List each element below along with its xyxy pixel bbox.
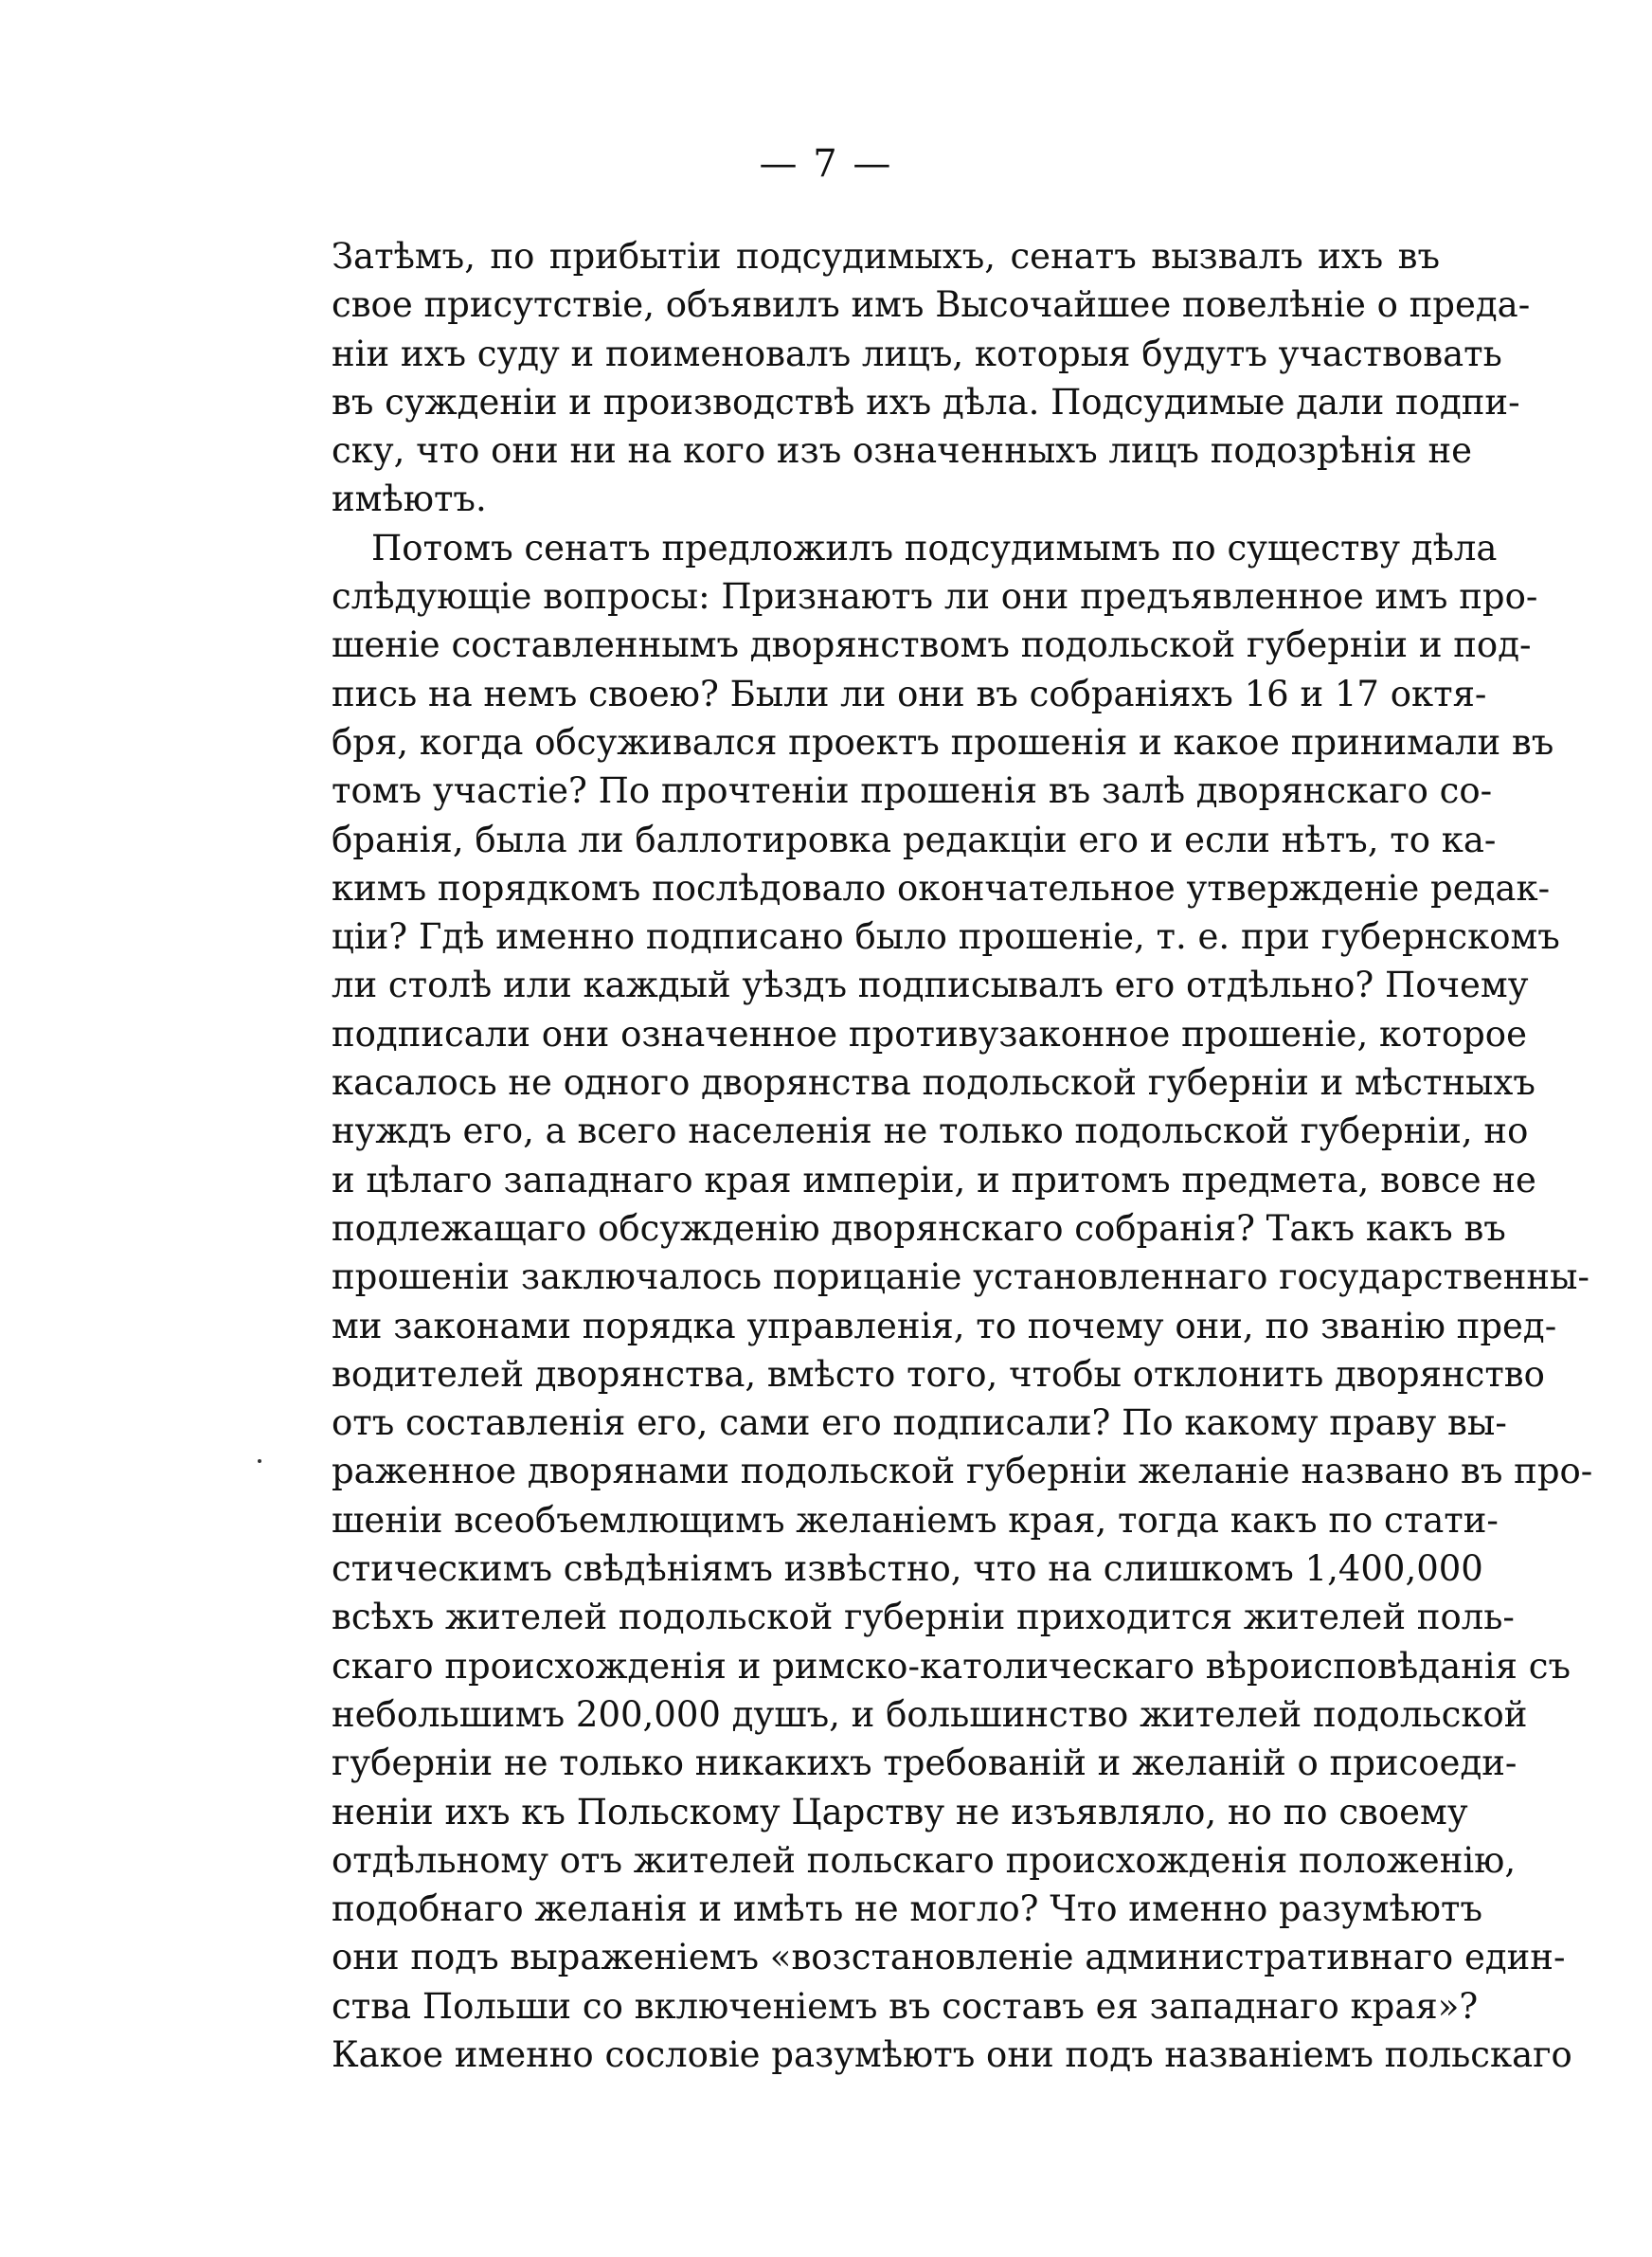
text-line: кимъ порядкомъ послѣдовало окончательное утвержденіе редак- [332, 867, 1551, 909]
text-line: они подъ выраженіемъ «возстановленіе административнаго един- [332, 1937, 1566, 1978]
text-line: Затѣмъ, по прибытіи подсудимыхъ, сенатъ вызвалъ ихъ въ [332, 236, 1440, 277]
text-line: слѣдующіе вопросы: Признаютъ ли они предъявленное имъ про- [332, 576, 1538, 618]
text-line: скаго происхожденія и римско-католическаго вѣроисповѣданія съ [332, 1645, 1571, 1687]
text-line: подобнаго желанія и имѣть не могло? Что именно разумѣютъ [332, 1888, 1483, 1930]
text-line: раженное дворянами подольской губерніи желаніе названо въ про- [332, 1451, 1593, 1492]
text-line: томъ участіе? По прочтеніи прошенія въ залѣ дворянскаго со- [332, 770, 1493, 812]
text-line: отъ составленія его, сами его подписали? По какому праву вы- [332, 1402, 1507, 1444]
text-line: ніи ихъ суду и поименовалъ лицъ, которыя будутъ участвовать [332, 333, 1502, 374]
text-line: пись на немъ своею? Были ли они въ собраніяхъ 16 и 17 октя- [332, 673, 1487, 714]
text-line: ли столѣ или каждый уѣздъ подписывалъ его отдѣльно? Почему [332, 965, 1529, 1006]
text-line: имѣютъ. [332, 478, 487, 520]
text-line: Какое именно сословіе разумѣютъ они подъ названіемъ польскаго [332, 2033, 1572, 2075]
text-line: прошеніи заключалось порицаніе установленнаго государственны- [332, 1256, 1589, 1298]
body-text [332, 232, 1593, 2184]
text-line: всѣхъ жителей подольской губерніи приходится жителей поль- [332, 1597, 1515, 1638]
text-line: подписали они означенное противузаконное прошеніе, которое [332, 1013, 1527, 1055]
text-line: отдѣльному отъ жителей польскаго происхожденія положенію, [332, 1839, 1517, 1881]
text-line: касалось не одного дворянства подольской губерніи и мѣстныхъ [332, 1062, 1535, 1104]
text-line: ціи? Гдѣ именно подписано было прошеніе, т. е. при губернскомъ [332, 916, 1560, 958]
text-line: шеніи всеобъемлющимъ желаніемъ края, тогда какъ по стати- [332, 1499, 1499, 1541]
text-line: свое присутствіе, объявилъ имъ Высочайшее повелѣніе о преда- [332, 284, 1531, 326]
text-line: ства Польши со включеніемъ въ составъ ея западнаго края»? [332, 1985, 1479, 2027]
margin-mark [258, 1459, 261, 1463]
text-line: бранія, была ли баллотировка редакціи его и если нѣтъ, то ка- [332, 819, 1497, 860]
text-line: Потомъ сенатъ предложилъ подсудимымъ по существу дѣла [371, 527, 1498, 569]
text-line: небольшимъ 200,000 душъ, и большинство жителей подольской [332, 1693, 1528, 1735]
text-line: и цѣлаго западнаго края имперіи, и притомъ предмета, вовсе не [332, 1159, 1536, 1201]
text-line: ску, что они ни на кого изъ означенныхъ лицъ подозрѣнія не [332, 430, 1473, 472]
text-line: водителей дворянства, вмѣсто того, чтобы отклонить дворянство [332, 1353, 1545, 1395]
text-line: шеніе составленнымъ дворянствомъ подольской губерніи и под- [332, 624, 1532, 666]
text-line: ми законами порядка управленія, то почему они, по званію пред- [332, 1305, 1557, 1346]
text-line: стическимъ свѣдѣніямъ извѣстно, что на слишкомъ 1,400,000 [332, 1548, 1483, 1590]
page-number: — 7 — [759, 142, 893, 186]
text-line: губерніи не только никакихъ требованій и желаній о присоеди- [332, 1742, 1517, 1784]
text-line: бря, когда обсуживался проектъ прошенія и какое принимали въ [332, 721, 1554, 763]
text-line: нуждъ его, а всего населенія не только подольской губерніи, но [332, 1110, 1529, 1152]
text-line: подлежащаго обсужденію дворянскаго собранія? Такъ какъ въ [332, 1207, 1506, 1249]
text-line: неніи ихъ къ Польскому Царству не изъявляло, но по своему [332, 1791, 1468, 1833]
text-line: въ сужденіи и производствѣ ихъ дѣла. Подсудимые дали подпи- [332, 381, 1520, 423]
